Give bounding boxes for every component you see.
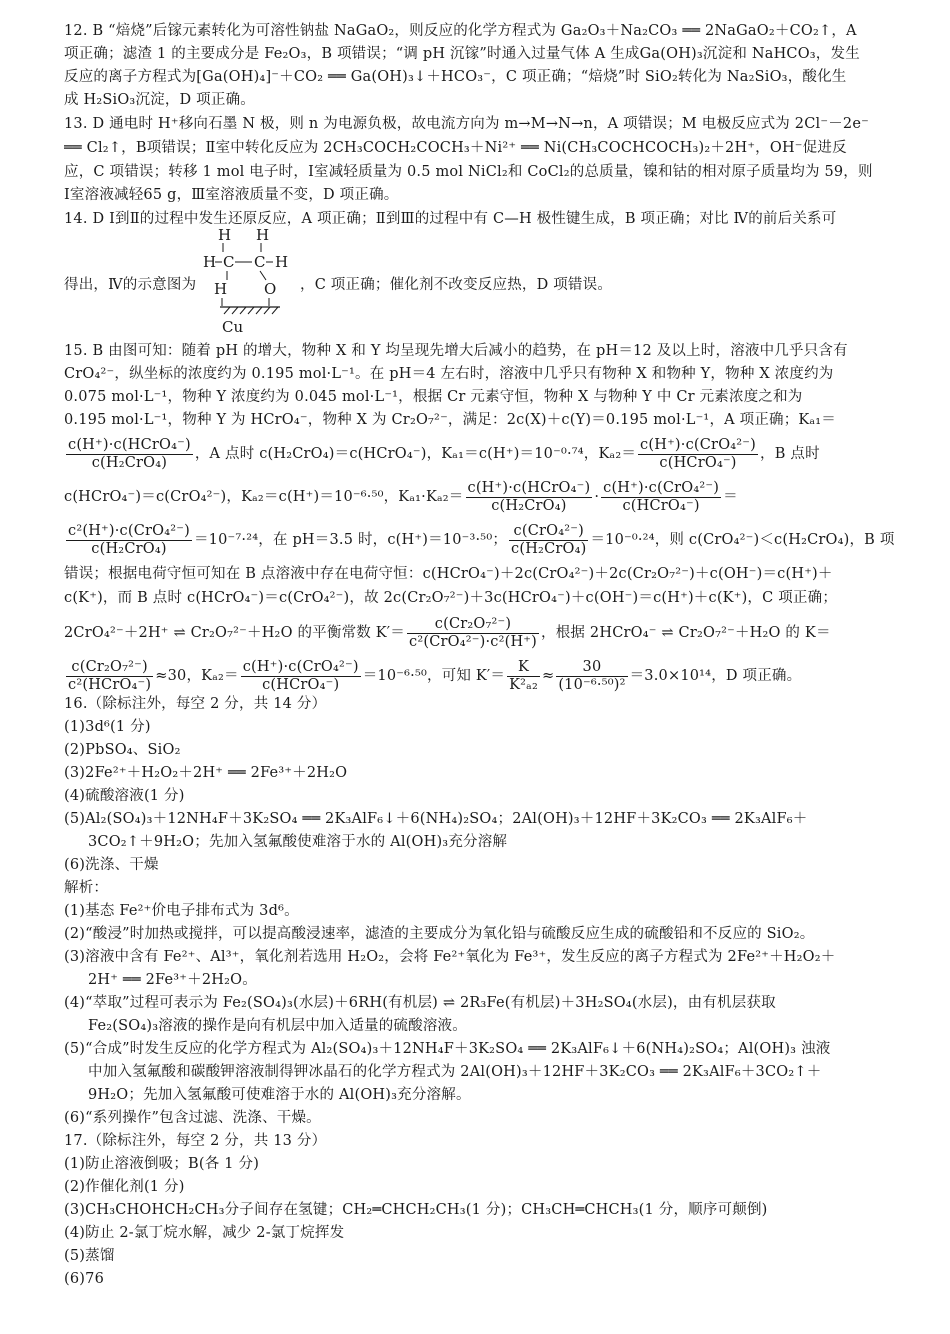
q17-answer-5: (5)蒸馏 <box>64 1248 115 1264</box>
q15-line-11: $\frac{\text{c(Cr₂O₇²⁻)}}{\text{c²(HCrO₄⁻)}}$ ≈30，Kₐ₂＝ $\frac{\text{c(H⁺)·c(CrO₄²⁻)}}{\text{c(HCrO₄⁻)}}$ ＝10⁻⁶·⁵⁰，可知 K′＝ $\frac{K}{\text{K²ₐ₂}}$ ≈ $\frac{30}{\text{(10⁻⁶·⁵⁰)²}}$ ＝3.0×10¹⁴，D 项正确。 <box>68 658 802 693</box>
q16-analysis-3-line-2: 2H⁺ ══ 2Fe³⁺＋2H₂O。 <box>88 972 257 988</box>
q13-line-4: Ⅰ室溶液减轻65 g，Ⅲ室溶液质量不变，D 项正确。 <box>64 187 399 203</box>
q17-answer-1: (1)防止溶液倒吸；B(各 1 分) <box>64 1156 260 1172</box>
q16-analysis-5-line-3: 9H₂O；先加入氢氟酸可使难溶于水的 Al(OH)₃充分溶解。 <box>88 1087 471 1103</box>
q16-header: 16.（除标注外，每空 2 分，共 14 分） <box>64 696 327 712</box>
surface-label-cu: Cu <box>222 318 244 336</box>
q16-answer-6: (6)洗涤、干燥 <box>64 857 159 873</box>
q16-analysis-3-line-1: (3)溶液中含有 Fe²⁺、Al³⁺，氧化剂若选用 H₂O₂，会将 Fe²⁺氧化为 Fe³⁺，发生反应的离子方程式为 2Fe²⁺＋H₂O₂＋ <box>64 949 836 965</box>
atom-h-right: H <box>275 253 289 271</box>
q16-analysis-label: 解析： <box>64 880 109 896</box>
q17-answer-3: (3)CH₃CHOHCH₂CH₃分子间存在氢键；CH₂═CHCH₂CH₃(1 分)；CH₃CH═CHCH₃(1 分，顺序可颠倒) <box>64 1202 768 1218</box>
q13-line-2: ══ Cl₂↑，B项错误；Ⅱ室中转化反应为 2CH₃COCH₂COCH₃＋Ni²⁺ ══ Ni(CH₃COCHCOCH₃)₂＋2H⁺，OH⁻促进反 <box>64 140 847 156</box>
q15-line-3: 0.075 mol·L⁻¹，物种 Y 浓度约为 0.045 mol·L⁻¹，根据 Cr 元素守恒，物种 X 与物种 Y 中 Cr 元素浓度之和为 <box>64 389 803 405</box>
q15-line-9: c(K⁺)，而 B 点时 c(HCrO₄⁻)＝c(CrO₄²⁻)，故 2c(Cr₂O₇²⁻)＋3c(HCrO₄⁻)＋c(OH⁻)＝c(H⁺)＋c(K⁺)，C 项正确； <box>64 590 838 606</box>
q12-line-4: 成 H₂SiO₃沉淀，D 项正确。 <box>64 92 255 108</box>
atom-c-2: C <box>254 253 266 271</box>
q15-line-1: 15. B 由图可知：随着 pH 的增大，物种 X 和 Y 均呈现先增大后减小的趋势，在 pH＝12 及以上时，溶液中几乎只含有 <box>64 343 848 359</box>
fraction-ka1-b: $\frac{\text{c(H⁺)·c(HCrO₄⁻)}}{\text{c(H₂CrO₄)}}$ <box>467 479 591 514</box>
q12-line-1: 12. B “焙烧”后镓元素转化为可溶性钠盐 NaGaO₂，则反应的化学方程式为 Ga₂O₃＋Na₂CO₃ ══ 2NaGaO₂＋CO₂↑，A <box>64 23 857 39</box>
q16-analysis-1: (1)基态 Fe²⁺价电子排布式为 3d⁶。 <box>64 903 299 919</box>
fraction-numeric: $\frac{30}{\text{(10⁻⁶·⁵⁰)²}}$ <box>558 658 626 693</box>
q17-header: 17.（除标注外，每空 2 分，共 13 分） <box>64 1133 327 1149</box>
molecule-structure-diagram <box>200 226 310 336</box>
q16-analysis-4-line-1: (4)“萃取”过程可表示为 Fe₂(SO₄)₃(水层)＋6RH(有机层) ⇌ 2R₃Fe(有机层)＋3H₂SO₄(水层)，由有机层获取 <box>64 995 776 1011</box>
atom-h-left: H <box>203 253 217 271</box>
q16-answer-2: (2)PbSO₄、SiO₂ <box>64 742 181 758</box>
q12-line-2: 项正确；滤渣 1 的主要成分是 Fe₂O₃，B 项错误；“调 pH 沉镓”时通入过量气体 A 生成Ga(OH)₃沉淀和 NaHCO₃，发生 <box>64 46 860 62</box>
q16-analysis-2: (2)“酸浸”时加热或搅拌，可以提高酸浸速率，滤渣的主要成分为氧化铅与硫酸反应生成的硫酸铅和不反应的 SiO₂。 <box>64 926 815 942</box>
q16-answer-5-line-2: 3CO₂↑＋9H₂O；先加入氢氟酸使难溶于水的 Al(OH)₃充分溶解 <box>88 834 508 850</box>
q14-line-2-suffix: ，C 项正确；催化剂不改变反应热，D 项错误。 <box>300 277 613 293</box>
q15-line-10: 2CrO₄²⁻＋2H⁺ ⇌ Cr₂O₇²⁻＋H₂O 的平衡常数 K′＝ $\frac{\text{c(Cr₂O₇²⁻)}}{\text{c²(CrO₄²⁻)·c²(H⁺)}}$ ，根据 2HCrO₄⁻ ⇌ Cr₂O₇²⁻＋H₂O 的 K＝ <box>64 615 831 650</box>
q16-answer-1: (1)3d⁶(1 分) <box>64 719 151 735</box>
atom-h-top-left: H <box>218 226 232 244</box>
fraction-product: $\frac{\text{c²(H⁺)·c(CrO₄²⁻)}}{\text{c(H₂CrO₄)}}$ <box>68 522 190 557</box>
q13-line-3: 应，C 项错误；转移 1 mol 电子时，Ⅰ室减轻质量为 0.5 mol NiCl₂和 CoCl₂的总质量，镍和钴的相对原子质量均为 59，则 <box>64 164 873 180</box>
q16-analysis-6: (6)“系列操作”包含过滤、洗涤、干燥。 <box>64 1110 321 1126</box>
q16-answer-4: (4)硫酸溶液(1 分) <box>64 788 185 804</box>
fraction-k-over-ka2: $\frac{K}{\text{K²ₐ₂}}$ <box>509 658 538 693</box>
q16-answer-5-line-1: (5)Al₂(SO₄)₃＋12NH₄F＋3K₂SO₄ ══ 2K₃AlF₆↓＋6(NH₄)₂SO₄；2Al(OH)₃＋12HF＋3K₂CO₃ ══ 2K₃AlF₆＋ <box>64 811 808 827</box>
q14-line-2-prefix: 得出，Ⅳ的示意图为 <box>64 277 197 293</box>
q15-line-7: $\frac{\text{c²(H⁺)·c(CrO₄²⁻)}}{\text{c(H₂CrO₄)}}$ ＝10⁻⁷·²⁴，在 pH＝3.5 时，c(H⁺)＝10⁻³·⁵⁰； $\frac{\text{c(CrO₄²⁻)}}{\text{c(H₂CrO₄)}}$ ＝10⁻⁰·²⁴，则 c(CrO₄²⁻)＜c(H₂CrO₄)，B 项 <box>68 522 895 557</box>
fraction-ratio: $\frac{\text{c(CrO₄²⁻)}}{\text{c(H₂CrO₄)}}$ <box>511 522 587 557</box>
q16-analysis-5-line-1: (5)“合成”时发生反应的化学方程式为 Al₂(SO₄)₃＋12NH₄F＋3K₂SO₄ ══ 2K₃AlF₆↓＋6(NH₄)₂SO₄；Al(OH)₃ 浊液 <box>64 1041 831 1057</box>
fraction-ka2: $\frac{\text{c(H⁺)·c(CrO₄²⁻)}}{\text{c(HCrO₄⁻)}}$ <box>242 658 359 693</box>
atom-h-top-right: H <box>256 226 270 244</box>
atom-o: O <box>264 280 277 298</box>
q16-analysis-5-line-2: 中加入氢氟酸和碳酸钾溶液制得钾冰晶石的化学方程式为 2Al(OH)₃＋12HF＋3K₂CO₃ ══ 2K₃AlF₆＋3CO₂↑＋ <box>88 1064 822 1080</box>
q17-answer-6: (6)76 <box>64 1271 104 1287</box>
fraction-ka2-def: $\frac{\text{c(H⁺)·c(CrO₄²⁻)}}{\text{c(HCrO₄⁻)}}$ <box>640 436 757 471</box>
q15-line-4: 0.195 mol·L⁻¹，物种 Y 为 HCrO₄⁻，物种 X 为 Cr₂O₇²⁻，满足：2c(X)＋c(Y)＝0.195 mol·L⁻¹，A 项正确；Kₐ₁＝ <box>64 412 836 428</box>
fraction-k: $\frac{\text{c(Cr₂O₇²⁻)}}{\text{c²(HCrO₄⁻)}}$ <box>68 658 152 693</box>
q15-line-6: c(HCrO₄⁻)＝c(CrO₄²⁻)，Kₐ₂＝c(H⁺)＝10⁻⁶·⁵⁰，Kₐ₁·Kₐ₂＝ $\frac{\text{c(H⁺)·c(HCrO₄⁻)}}{\text{c(H₂CrO₄)}}$ · $\frac{\text{c(H⁺)·c(CrO₄²⁻)}}{\text{c(HCrO₄⁻)}}$ ＝ <box>64 479 738 514</box>
q14-line-1: 14. D Ⅰ到Ⅱ的过程中发生还原反应，A 项正确；Ⅱ到Ⅲ的过程中有 C—H 极性键生成，B 项正确；对比 Ⅳ的前后关系可 <box>64 211 837 227</box>
atom-c-1: C <box>223 253 235 271</box>
q16-analysis-4-line-2: Fe₂(SO₄)₃溶液的操作是向有机层中加入适量的硫酸溶液。 <box>88 1018 467 1034</box>
q17-answer-2: (2)作催化剂(1 分) <box>64 1179 185 1195</box>
fraction-ka1-def: $\frac{\text{c(H⁺)·c(HCrO₄⁻)}}{\text{c(H₂CrO₄)}}$ <box>68 436 191 471</box>
fraction-k-prime: $\frac{\text{c(Cr₂O₇²⁻)}}{\text{c²(CrO₄²⁻)·c²(H⁺)}}$ <box>409 615 538 650</box>
q16-answer-3: (3)2Fe²⁺＋H₂O₂＋2H⁺ ══ 2Fe³⁺＋2H₂O <box>64 765 348 781</box>
atom-h-bottom: H <box>214 280 228 298</box>
fraction-ka2-b: $\frac{\text{c(H⁺)·c(CrO₄²⁻)}}{\text{c(HCrO₄⁻)}}$ <box>603 479 720 514</box>
q12-line-3: 反应的离子方程式为[Ga(OH)₄]⁻＋CO₂ ══ Ga(OH)₃↓＋HCO₃⁻，C 项正确；“焙烧”时 SiO₂转化为 Na₂SiO₃，酸化生 <box>64 69 847 85</box>
q15-line-5: $\frac{\text{c(H⁺)·c(HCrO₄⁻)}}{\text{c(H₂CrO₄)}}$ ，A 点时 c(H₂CrO₄)＝c(HCrO₄⁻)，Kₐ₁＝c(H⁺)＝10⁻⁰·⁷⁴，Kₐ₂＝ $\frac{\text{c(H⁺)·c(CrO₄²⁻)}}{\text{c(HCrO₄⁻)}}$ ，B 点时 <box>68 436 820 471</box>
q15-line-8: 错误；根据电荷守恒可知在 B 点溶液中存在电荷守恒：c(HCrO₄⁻)＋2c(CrO₄²⁻)＋2c(Cr₂O₇²⁻)＋c(OH⁻)＝c(H⁺)＋ <box>64 566 833 582</box>
q15-line-2: CrO₄²⁻，纵坐标的浓度约为 0.195 mol·L⁻¹。在 pH＝4 左右时，溶液中几乎只有物种 X 和物种 Y，物种 X 浓度约为 <box>64 366 834 382</box>
q13-line-1: 13. D 通电时 H⁺移向石墨 N 极，则 n 为电源负极，故电流方向为 m→M→N→n，A 项错误；M 电极反应式为 2Cl⁻－2e⁻ <box>64 116 869 132</box>
q17-answer-4: (4)防止 2-氯丁烷水解，减少 2-氯丁烷挥发 <box>64 1225 345 1241</box>
